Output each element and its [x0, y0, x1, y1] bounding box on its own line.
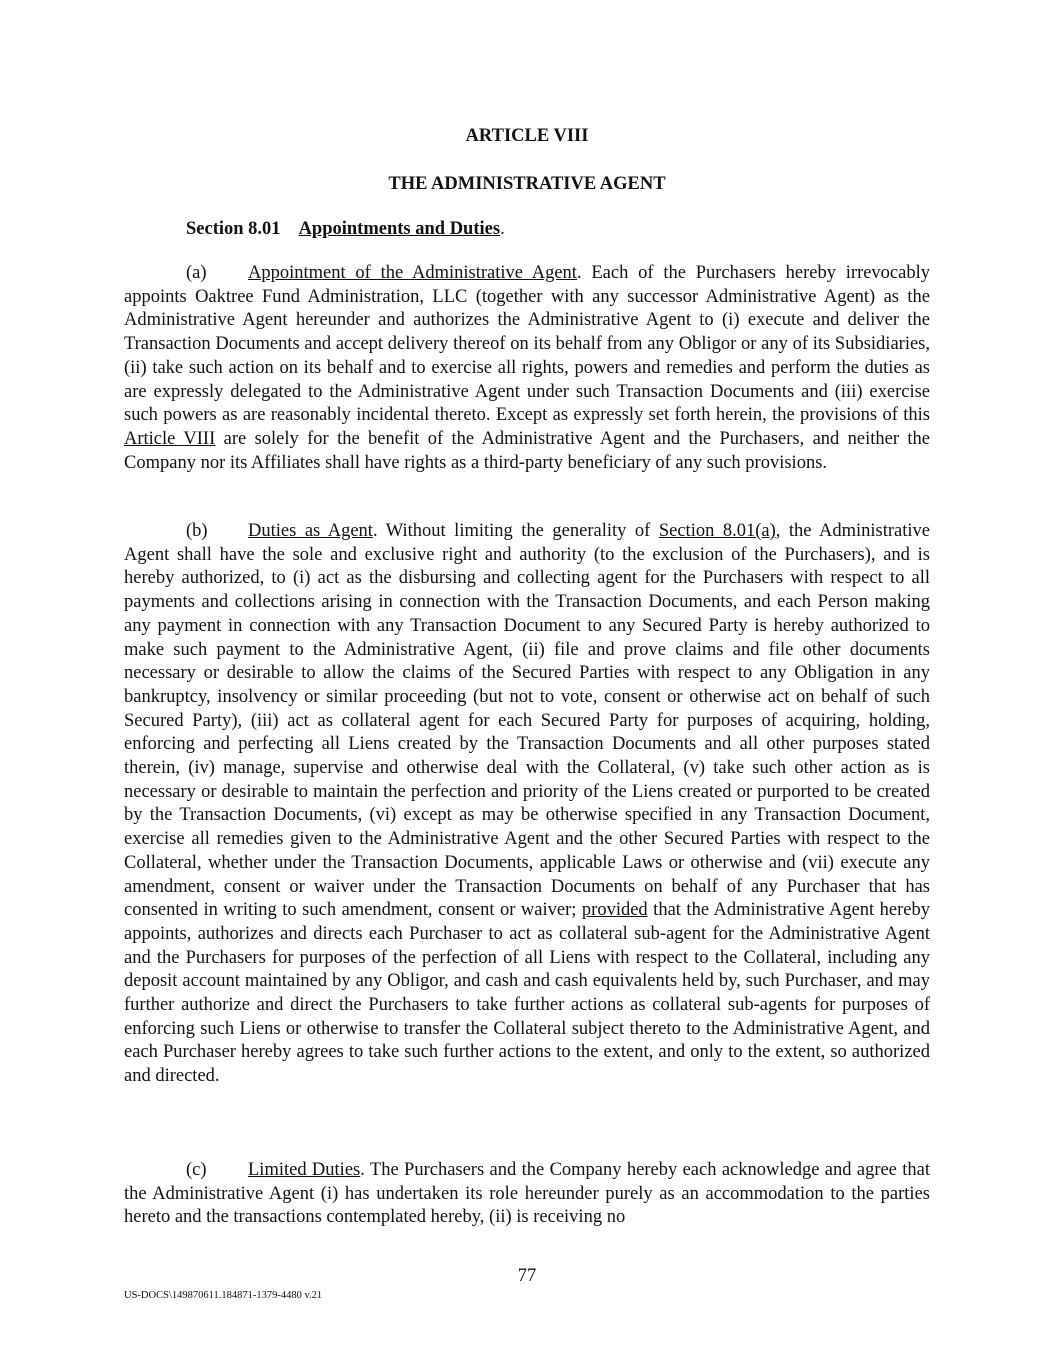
proviso-term: provided — [581, 900, 648, 921]
paragraph-b-text-3: that the Administrative Agent hereby appoints, authorizes and directs each Purchaser to act as collateral sub-agent for the Administrative Agent and the Purchasers for purposes of the perfection of all Liens with respect to the Collateral, including any deposit account maintained by any Obligor, and cash and cash equivalents held by, such Purchaser, and may further authorize and direct the Purchasers to take further actions as collateral sub-agents for purposes of enforcing such Liens or otherwise to transfer the Collateral subject thereto to the Administrative Agent, and each Purchaser hereby agrees to take such further actions to the extent, and only to the extent, so authorized and directed. — [124, 900, 931, 1087]
section-title: Appointments and Duties — [298, 219, 501, 239]
paragraph-c-enum: (c) — [186, 1160, 207, 1180]
paragraph-a — [124, 262, 930, 475]
article-subtitle: THE ADMINISTRATIVE AGENT — [388, 174, 666, 194]
section-heading — [186, 218, 505, 241]
paragraph-b — [124, 520, 930, 1089]
paragraph-c — [124, 1159, 930, 1230]
paragraph-b-text-2: , the Administrative Agent shall have the sole and exclusive right and authority (to the exclusion of the Purchasers), and is hereby authorized, to (i) act as the disbursing and collecting agent for the Purchasers with respect to all payments and collections arising in connection with the Transaction Documents, and each Person making any payment in connection with any Transaction Document to any Secured Party is hereby authorized to make such payment to the Administrative Agent, (ii) file and prove claims and file other documents necessary or desirable to allow the claims of the Secured Parties with respect to any Obligation in any bankruptcy, insolvency or similar proceeding (but not to vote, consent or otherwise act on behalf of such Secured Party), (iii) act as collateral agent for each Secured Party for purposes of acquiring, holding, enforcing and perfecting all Liens created by the Transaction Documents and all other purposes stated therein, (iv) manage, supervise and otherwise deal with the Collateral, (v) take such other action as is necessary or desirable to maintain the perfection and priority of the Liens created or purported to be created by the Transaction Documents, (vi) except as may be otherwise specified in any Transaction Document, exercise all remedies given to the Administrative Agent and the other Secured Parties with respect to the Collateral, whether under the Transaction Documents, applicable Laws or otherwise and (vii) execute any amendment, consent or waiver under the Transaction Documents on behalf of any Purchaser that has consented in writing to such amendment, consent or waiver; — [124, 521, 930, 921]
paragraph-b-caption: Duties as Agent — [248, 521, 373, 541]
page-number: 77 — [517, 1266, 537, 1286]
article-title: ARTICLE VIII — [465, 126, 589, 146]
paragraph-a-caption: Appointment of the Administrative Agent — [248, 263, 577, 283]
section-number: Section 8.01 — [186, 219, 281, 239]
document-id: US-DOCS\149870611.184871-1379-4480 v.21 — [124, 1290, 323, 1301]
paragraph-a-text-2: are solely for the benefit of the Administrative Agent and the Purchasers, and neither the Company nor its Affiliates shall have rights as a third-party beneficiary of any such provisions. — [124, 428, 930, 473]
paragraph-b-enum: (b) — [186, 521, 208, 541]
paragraph-a-text-1: . Each of the Purchasers hereby irrevocably appoints Oaktree Fund Administration, LLC (together with any successor Administrative Agent) as the Administrative Agent hereunder and authorizes the Administrative Agent to (i) execute and deliver the Transaction Documents and accept delivery thereof on its behalf from any Obligor or any of its Subsidiaries, (ii) take such action on its behalf and to exercise all rights, powers and remedies and perform the duties as are expressly delegated to the Administrative Agent under such Transaction Documents and (iii) exercise such powers as are reasonably incidental thereto. Except as expressly set forth herein, the provisions of this — [124, 263, 930, 426]
paragraph-c-caption: Limited Duties — [248, 1160, 361, 1180]
paragraph-c-text-1: . The Purchasers and the Company hereby each acknowledge and agree that the Administrative Agent (i) has undertaken its role hereunder purely as an accommodation to the parties hereto and the transactions contemplated hereby, (ii) is receiving no — [124, 1160, 931, 1228]
paragraph-a-enum: (a) — [186, 263, 207, 283]
paragraph-b-text-1: . Without limiting the generality of — [372, 521, 659, 541]
article-viii-reference: Article VIII — [124, 428, 216, 449]
section-title-period: . — [500, 219, 505, 239]
section-8-01-a-reference: Section 8.01(a) — [658, 521, 776, 541]
